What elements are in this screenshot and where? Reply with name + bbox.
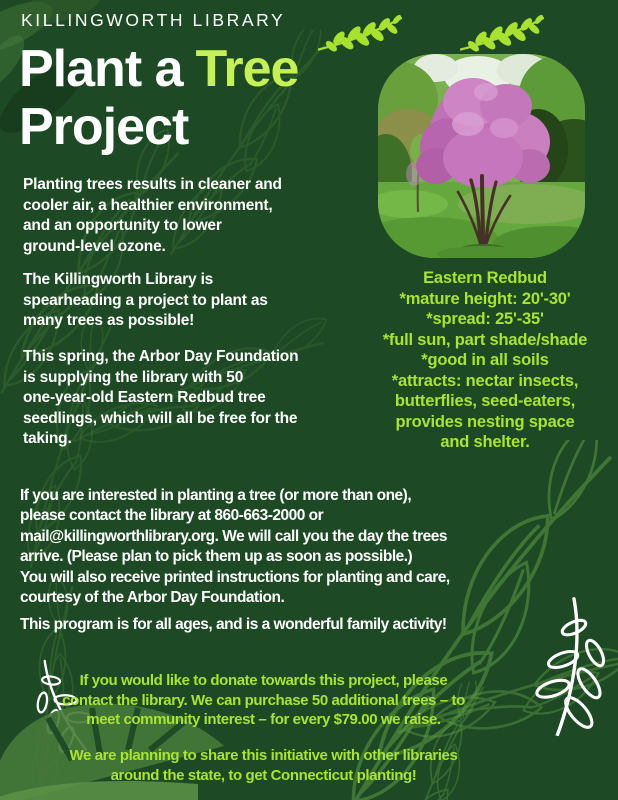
fern-branch-icon [460, 12, 544, 52]
paragraph-line: meet community interest – for every $79.00 we raise. [86, 711, 441, 729]
paragraph-line: contact the library. We can purchase 50 additional trees – to [62, 691, 465, 709]
donate-paragraph [0, 671, 527, 730]
paragraph-line: one-year-old Eastern Redbud tree [23, 389, 266, 407]
paragraph-line: around the state, to get Connecticut planting! [110, 766, 417, 784]
title-white-text: Plant a [19, 40, 183, 98]
paragraph-line: Planting trees results in cleaner and [23, 176, 282, 193]
paragraph-line: arrive. (Please plan to pick them up as soon as possible.) [20, 548, 413, 566]
paragraph-line: If you are interested in planting a tree (or more than one), [20, 487, 412, 504]
page-title [19, 40, 298, 156]
paragraph-line: mail@killingworthlibrary.org. We will call you the day the trees [20, 527, 447, 545]
redbud-info-line: *attracts: nectar insects, [391, 371, 579, 390]
paragraph-line: cooler air, a healthier environment, [23, 196, 273, 214]
title-line-1 [19, 40, 298, 98]
paragraph-line: The Killingworth Library is [23, 271, 214, 288]
fern-branch-icon [318, 12, 402, 52]
paragraph-line: taking. [23, 430, 72, 448]
paragraph-line: This spring, the Arbor Day Foundation [23, 348, 299, 365]
redbud-info-line: *spread: 25'-35' [426, 310, 544, 328]
paragraph-line: spearheading a project to plant as [23, 291, 268, 309]
paragraph-line: seedlings, which will all be free for the [23, 409, 298, 427]
title-accent-text: Tree [195, 40, 299, 98]
paragraph-line: and an opportunity to lower [23, 217, 222, 235]
paragraph-line: is supplying the library with 50 [23, 368, 244, 386]
redbud-info-list [362, 268, 608, 453]
intro-paragraph-2 [23, 270, 268, 332]
paragraph-line: please contact the library at 860-663-2000 or [20, 507, 324, 525]
redbud-info-line: *full sun, part shade/shade [382, 330, 588, 349]
paragraph-line: courtesy of the Arbor Day Foundation. [20, 589, 285, 607]
contact-paragraph [20, 486, 450, 608]
redbud-info-line: and shelter. [440, 433, 530, 451]
paragraph-line: many trees as possible! [23, 312, 195, 330]
intro-paragraph-3 [23, 347, 298, 450]
title-line-2: Project [19, 98, 189, 156]
paragraph-line: We are planning to share this initiative with other libraries [69, 747, 458, 764]
closing-paragraph [0, 746, 527, 785]
redbud-tree-photo [378, 54, 585, 258]
redbud-info-line: provides nesting space [395, 412, 575, 431]
paragraph-line: You will also receive printed instructions for planting and care, [20, 568, 450, 586]
paragraph-line: ground-level ozone. [23, 237, 166, 255]
intro-paragraph-1 [23, 175, 282, 257]
redbud-info-line: *good in all soils [421, 351, 549, 369]
redbud-info-line: butterflies, seed-eaters, [394, 392, 576, 410]
redbud-info-line: Eastern Redbud [423, 269, 547, 287]
library-name: KILLINGWORTH LIBRARY [21, 10, 286, 30]
paragraph-line: If you would like to donate towards this project, please [79, 672, 448, 689]
redbud-info-line: *mature height: 20'-30' [399, 289, 571, 308]
family-note: This program is for all ages, and is a wonderful family activity! [20, 616, 447, 633]
